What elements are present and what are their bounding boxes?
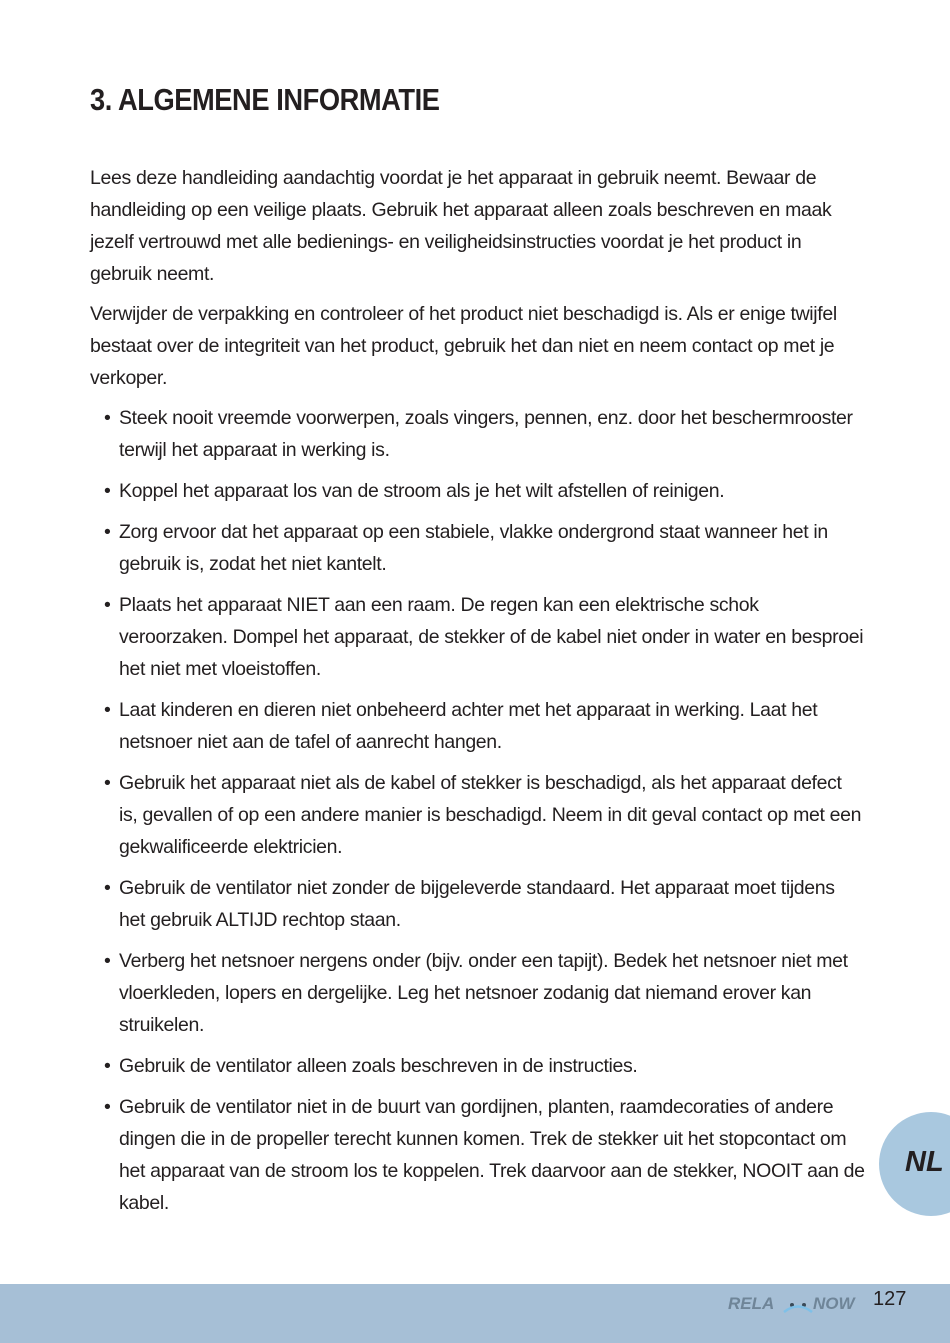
list-item [90, 1091, 865, 1219]
list-item-text: Plaats het apparaat NIET aan een raam. De regen kan een elektrische schok veroorzaken. Dompel het apparaat, de stekker of de kabel niet onder in water en besproei het niet met vloeistoffen. [119, 594, 864, 680]
list-item-text: Gebruik de ventilator alleen zoals beschreven in de instructies. [119, 1055, 638, 1077]
list-item [90, 475, 865, 507]
list-item-text: Steek nooit vreemde voorwerpen, zoals vingers, pennen, enz. door het beschermrooster terwijl het apparaat in werking is. [119, 407, 853, 461]
list-item [90, 694, 865, 758]
bullet-icon: • [104, 480, 111, 502]
intro-paragraph: Lees deze handleiding aandachtig voordat je het apparaat in gebruik neemt. Bewaar de handleiding op een veilige plaats. Gebruik het apparaat alleen zoals beschreven en maak jezelf vertrouwd met alle bedienings- en veiligheidsinstructies voordat je het product in gebruik neemt. [90, 167, 832, 285]
list-item-text: Koppel het apparaat los van de stroom als je het wilt afstellen of reinigen. [119, 480, 725, 502]
bullet-icon: • [104, 594, 111, 616]
list-item [90, 516, 865, 580]
safety-instructions-list [90, 402, 865, 1219]
language-tab-label: NL [905, 1146, 944, 1178]
bullet-icon: • [104, 699, 111, 721]
bullet-icon: • [104, 1055, 111, 1077]
list-item-text: Gebruik de ventilator niet in de buurt van gordijnen, planten, raamdecoraties of andere dingen die in de propeller terecht kunnen komen. Trek de stekker uit het stopcontact om het apparaat van de stroom los te koppelen. Trek daarvoor aan de stekker, NOOIT aan de kabel. [119, 1096, 865, 1214]
list-item-text: Gebruik het apparaat niet als de kabel of stekker is beschadigd, als het apparaat defect is, gevallen of op een andere manier is beschadigd. Neem in dit geval contact op met een gekwalificeerde elektricien. [119, 772, 862, 858]
list-item-text: Verberg het netsnoer nergens onder (bijv. onder een tapijt). Bedek het netsnoer niet met vloerkleden, lopers en dergelijke. Leg het netsnoer zodanig dat niemand erover kan struikelen. [119, 950, 848, 1036]
page-title: 3. ALGEMENE INFORMATIE [90, 82, 440, 117]
language-tab [879, 1112, 950, 1216]
bullet-icon: • [104, 1096, 111, 1118]
list-item-text: Zorg ervoor dat het apparaat op een stabiele, vlakke ondergrond staat wanneer het in gebruik is, zodat het niet kantelt. [119, 521, 828, 575]
list-item [90, 589, 865, 685]
list-item [90, 945, 865, 1041]
list-item-text: Laat kinderen en dieren niet onbeheerd achter met het apparaat in werking. Laat het netsnoer niet aan de tafel of aanrecht hangen. [119, 699, 818, 753]
brand-logo [728, 1292, 868, 1320]
list-item-text: Gebruik de ventilator niet zonder de bijgeleverde standaard. Het apparaat moet tijdens het gebruik ALTIJD rechtop staan. [119, 877, 835, 931]
svg-text:NOW: NOW [813, 1294, 855, 1313]
svg-text:RELA: RELA [728, 1294, 775, 1313]
main-content [90, 162, 865, 1228]
page-number: 127 [873, 1288, 907, 1310]
bullet-icon: • [104, 950, 111, 972]
bullet-icon: • [104, 772, 111, 794]
list-item [90, 1050, 865, 1082]
bullet-icon: • [104, 521, 111, 543]
bullet-icon: • [104, 407, 111, 429]
list-item [90, 767, 865, 863]
bullet-icon: • [104, 877, 111, 899]
list-item [90, 872, 865, 936]
packaging-paragraph: Verwijder de verpakking en controleer of het product niet beschadigd is. Als er enige twijfel bestaat over de integriteit van het product, gebruik het dan niet en neem contact op met je verkoper. [90, 303, 837, 389]
list-item [90, 402, 865, 466]
